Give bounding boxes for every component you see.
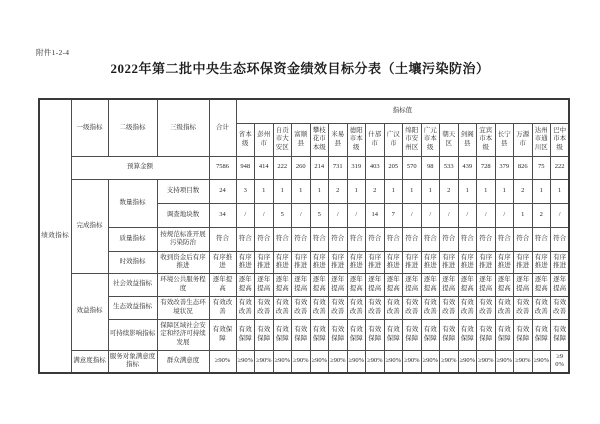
col-header-region: 朝天区 [440, 123, 459, 156]
value-cell: ≥90% [310, 350, 329, 373]
value-cell: 有序推进 [458, 251, 477, 273]
value-cell: 1 [255, 179, 274, 203]
budget-value-cell: 570 [403, 156, 422, 179]
value-cell: ≥90% [384, 350, 403, 373]
budget-value-cell: 319 [347, 156, 366, 179]
level3-quality-standard: 按规范标准开展污染防治 [157, 227, 209, 251]
value-cell: ≥90% [440, 350, 459, 373]
value-cell: 1 [421, 179, 440, 203]
value-cell: 符合 [292, 227, 311, 251]
value-cell: 有效改善 [532, 296, 551, 319]
total-cell: 有序推进 [209, 251, 236, 273]
value-cell: 有效改善 [403, 296, 422, 319]
value-cell: / [551, 203, 570, 227]
level3-plot-count: 调查地块数 [157, 203, 209, 227]
value-cell: 1 [273, 179, 292, 203]
value-cell: 逐年提高 [477, 273, 496, 296]
value-cell: 逐年提高 [292, 273, 311, 296]
budget-value-cell: 533 [440, 156, 459, 179]
col-header-level1: 一级指标 [71, 99, 108, 156]
value-cell: 逐年提高 [514, 273, 533, 296]
value-cell: 有序推进 [329, 251, 348, 273]
value-cell: 符合 [329, 227, 348, 251]
value-cell: 有序推进 [292, 251, 311, 273]
value-cell: 符合 [440, 227, 459, 251]
value-cell: 3 [236, 179, 255, 203]
value-cell: 有效保障 [310, 319, 329, 350]
budget-value-cell: 403 [366, 156, 385, 179]
value-cell: 逐年提高 [551, 273, 570, 296]
table-corner-label: 绩效指标 [39, 99, 71, 373]
value-cell: 有效保障 [347, 319, 366, 350]
value-cell: 有序推进 [421, 251, 440, 273]
value-cell: 符合 [477, 227, 496, 251]
value-cell: 14 [366, 203, 385, 227]
value-cell: ≥90% [292, 350, 311, 373]
value-cell: / [292, 203, 311, 227]
value-cell: / [495, 203, 514, 227]
value-cell: ≥90% [495, 350, 514, 373]
value-cell: 逐年提高 [273, 273, 292, 296]
value-cell: 有效改善 [440, 296, 459, 319]
budget-value-cell: 439 [458, 156, 477, 179]
value-cell: 有序推进 [347, 251, 366, 273]
value-cell: 逐年提高 [329, 273, 348, 296]
value-cell: / [458, 203, 477, 227]
value-cell: / [421, 203, 440, 227]
col-header-region: 万源市 [514, 123, 533, 156]
value-cell: ≥90% [551, 350, 570, 373]
value-cell: 1 [384, 179, 403, 203]
attachment-label: 附件1-2-4 [36, 48, 70, 57]
value-cell: 有序推进 [310, 251, 329, 273]
col-header-region: 攀枝花市本级 [310, 123, 329, 156]
level2-quality: 质量指标 [108, 227, 157, 251]
value-cell: 符合 [421, 227, 440, 251]
level2-social-benefit: 社会效益指标 [108, 273, 157, 296]
value-cell: 1 [403, 179, 422, 203]
col-header-level2: 二级指标 [108, 99, 157, 156]
col-header-region: 彭州市 [255, 123, 274, 156]
col-header-total: 合计 [209, 99, 236, 156]
value-cell: 有效改善 [384, 296, 403, 319]
value-cell: 有效保障 [421, 319, 440, 350]
value-cell: ≥90% [366, 350, 385, 373]
value-cell: 有效保障 [495, 319, 514, 350]
budget-value-cell: 75 [532, 156, 551, 179]
col-header-region: 省本级 [236, 123, 255, 156]
value-cell: ≥90% [236, 350, 255, 373]
value-cell: / [440, 203, 459, 227]
level1-satisfaction: 满意度指标 [71, 350, 108, 373]
value-cell: 有效改善 [310, 296, 329, 319]
value-cell: 符合 [310, 227, 329, 251]
value-cell: 逐年提高 [458, 273, 477, 296]
level2-sustainable-impact: 可持续影响指标 [108, 319, 157, 350]
value-cell: 有序推进 [477, 251, 496, 273]
value-cell: 符合 [236, 227, 255, 251]
col-header-region: 宜宾市本级 [477, 123, 496, 156]
col-header-level3: 三级指标 [157, 99, 209, 156]
level2-timeliness: 时效指标 [108, 251, 157, 273]
value-cell: 有效保障 [292, 319, 311, 350]
budget-value-cell: 731 [329, 156, 348, 179]
value-cell: 逐年提高 [255, 273, 274, 296]
budget-value-cell: 222 [551, 156, 570, 179]
value-cell: 5 [273, 203, 292, 227]
value-cell: 有效改善 [495, 296, 514, 319]
value-cell: 有序推进 [273, 251, 292, 273]
value-cell: 7 [384, 203, 403, 227]
total-cell: 有效改善 [209, 296, 236, 319]
value-cell: 逐年提高 [384, 273, 403, 296]
value-cell: 有序推进 [384, 251, 403, 273]
value-cell: 逐年提高 [421, 273, 440, 296]
col-header-region: 米易县 [329, 123, 348, 156]
value-cell: 有效改善 [514, 296, 533, 319]
col-header-region: 广汉市 [384, 123, 403, 156]
budget-value-cell: 948 [236, 156, 255, 179]
total-cell: 24 [209, 179, 236, 203]
col-header-value-group: 指标值 [236, 99, 569, 123]
value-cell: ≥90% [273, 350, 292, 373]
value-cell: 有效保障 [403, 319, 422, 350]
value-cell: 1 [458, 179, 477, 203]
budget-row-label: 预算金额 [71, 156, 209, 179]
value-cell: ≥90% [514, 350, 533, 373]
value-cell: 符合 [458, 227, 477, 251]
value-cell: 逐年提高 [310, 273, 329, 296]
value-cell: 有效改善 [329, 296, 348, 319]
col-header-region: 达州市通川区 [532, 123, 551, 156]
value-cell: 1 [532, 179, 551, 203]
value-cell: 符合 [551, 227, 570, 251]
col-header-region: 长宁县 [495, 123, 514, 156]
budget-row [39, 156, 569, 179]
table-row-quality [39, 227, 569, 251]
value-cell: 逐年提高 [403, 273, 422, 296]
value-cell: / [255, 203, 274, 227]
value-cell: 有效保障 [255, 319, 274, 350]
value-cell: 1 [310, 179, 329, 203]
value-cell: 有序推进 [255, 251, 274, 273]
value-cell: 有效改善 [273, 296, 292, 319]
value-cell: 有效保障 [329, 319, 348, 350]
value-cell: 有效保障 [514, 319, 533, 350]
value-cell: 有效改善 [477, 296, 496, 319]
value-cell: ≥90% [477, 350, 496, 373]
total-cell: 符合 [209, 227, 236, 251]
col-header-region: 德阳市本级 [347, 123, 366, 156]
value-cell: 有效改善 [292, 296, 311, 319]
value-cell: 符合 [403, 227, 422, 251]
value-cell: 逐年提高 [366, 273, 385, 296]
value-cell: 符合 [384, 227, 403, 251]
col-header-region: 富顺县 [292, 123, 311, 156]
value-cell: 有效保障 [532, 319, 551, 350]
total-cell: 逐年提高 [209, 273, 236, 296]
value-cell: 有序推进 [236, 251, 255, 273]
value-cell: 有效改善 [255, 296, 274, 319]
value-cell: 符合 [532, 227, 551, 251]
budget-value-cell: 826 [514, 156, 533, 179]
value-cell: 1 [477, 179, 496, 203]
table-row-sustainability [39, 319, 569, 350]
value-cell: 有效保障 [236, 319, 255, 350]
budget-value-cell: 214 [310, 156, 329, 179]
level2-eco-benefit: 生态效益指标 [108, 296, 157, 319]
value-cell: 2 [366, 179, 385, 203]
header-row-top [39, 99, 569, 123]
value-cell: 有序推进 [514, 251, 533, 273]
budget-value-cell: 379 [495, 156, 514, 179]
value-cell: 有效保障 [440, 319, 459, 350]
value-cell: 有效改善 [236, 296, 255, 319]
level3-public-service: 环境公共服务程度 [157, 273, 209, 296]
value-cell: 有序推进 [532, 251, 551, 273]
value-cell: 符合 [273, 227, 292, 251]
value-cell: / [347, 203, 366, 227]
value-cell: ≥90% [532, 350, 551, 373]
table-row-eco-benefit [39, 296, 569, 319]
value-cell: 1 [514, 203, 533, 227]
table-row-satisfaction [39, 350, 569, 373]
table-row-projects [39, 179, 569, 203]
value-cell: 1 [347, 179, 366, 203]
value-cell: / [329, 203, 348, 227]
total-cell: 34 [209, 203, 236, 227]
col-header-region: 什邡市 [366, 123, 385, 156]
value-cell: ≥90% [421, 350, 440, 373]
col-header-region: 广元市本级 [421, 123, 440, 156]
value-cell: 逐年提高 [495, 273, 514, 296]
level1-benefit: 效益指标 [71, 273, 108, 350]
budget-value-cell: 414 [255, 156, 274, 179]
value-cell: 2 [514, 179, 533, 203]
value-cell: / [403, 203, 422, 227]
table-row-social-benefit [39, 273, 569, 296]
value-cell: 逐年提高 [347, 273, 366, 296]
value-cell: 有序推进 [440, 251, 459, 273]
budget-value-cell: 98 [421, 156, 440, 179]
level1-completion: 完成指标 [71, 179, 108, 273]
value-cell: 有效改善 [458, 296, 477, 319]
value-cell: 有效保障 [384, 319, 403, 350]
value-cell: 逐年提高 [236, 273, 255, 296]
value-cell: ≥90% [347, 350, 366, 373]
level3-orderly-progress: 收到资金后有序推进 [157, 251, 209, 273]
value-cell: 符合 [366, 227, 385, 251]
value-cell: ≥90% [458, 350, 477, 373]
value-cell: 2 [532, 203, 551, 227]
value-cell: 有效保障 [366, 319, 385, 350]
value-cell: 逐年提高 [440, 273, 459, 296]
level3-public-satisfaction: 群众满意度 [157, 350, 209, 373]
budget-value-cell: 260 [292, 156, 311, 179]
value-cell: 有效保障 [458, 319, 477, 350]
value-cell: 符合 [495, 227, 514, 251]
level2-service-target-satisfaction: 服务对象满意度指标 [108, 350, 157, 373]
col-header-region: 自贡市大安区 [273, 123, 292, 156]
value-cell: 符合 [514, 227, 533, 251]
value-cell: 有效保障 [273, 319, 292, 350]
level3-env-improvement: 有效改善生态环境状况 [157, 296, 209, 319]
col-header-region: 绵阳市安州区 [403, 123, 422, 156]
budget-value-cell: 222 [273, 156, 292, 179]
level3-social-stability: 保障区域社会安定和经济可持续发展 [157, 319, 209, 350]
value-cell: 5 [310, 203, 329, 227]
value-cell: / [236, 203, 255, 227]
value-cell: 有序推进 [403, 251, 422, 273]
level2-quantity: 数量指标 [108, 179, 157, 227]
value-cell: ≥90% [329, 350, 348, 373]
budget-value-cell: 728 [477, 156, 496, 179]
value-cell: 有序推进 [366, 251, 385, 273]
performance-target-table [38, 98, 570, 374]
value-cell: 符合 [347, 227, 366, 251]
table-row-timeliness [39, 251, 569, 273]
value-cell: 有序推进 [551, 251, 570, 273]
value-cell: 有效保障 [477, 319, 496, 350]
value-cell: 1 [495, 179, 514, 203]
value-cell: 符合 [255, 227, 274, 251]
value-cell: 有序推进 [495, 251, 514, 273]
page-title: 2022年第二批中央生态环保资金绩效目标分表（土壤污染防治） [110, 61, 490, 76]
value-cell: ≥90% [255, 350, 274, 373]
value-cell: 1 [292, 179, 311, 203]
value-cell: 有效改善 [347, 296, 366, 319]
total-cell: 有效保障 [209, 319, 236, 350]
level3-project-count: 支持项目数 [157, 179, 209, 203]
total-cell: ≥90% [209, 350, 236, 373]
value-cell: 有效改善 [366, 296, 385, 319]
budget-total-cell: 7586 [209, 156, 236, 179]
value-cell: 有效改善 [421, 296, 440, 319]
value-cell: / [477, 203, 496, 227]
value-cell: 有效保障 [551, 319, 570, 350]
budget-value-cell: 205 [384, 156, 403, 179]
value-cell: 2 [329, 179, 348, 203]
value-cell: 逐年提高 [532, 273, 551, 296]
value-cell: ≥90% [403, 350, 422, 373]
value-cell: 1 [551, 179, 570, 203]
value-cell: 2 [440, 179, 459, 203]
value-cell: 有效改善 [551, 296, 570, 319]
col-header-region: 剑阁县 [458, 123, 477, 156]
col-header-region: 巴中市本级 [551, 123, 570, 156]
